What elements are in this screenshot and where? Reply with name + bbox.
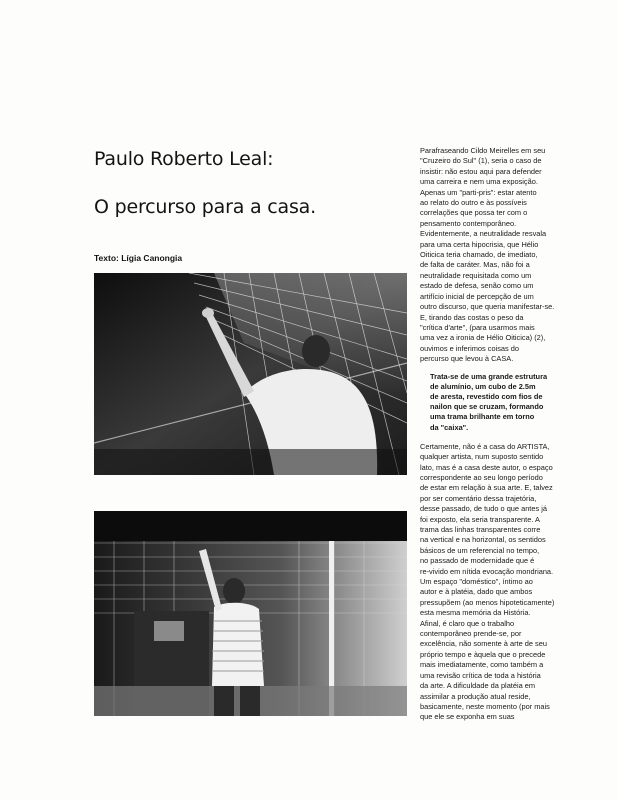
body-paragraph-intro [420, 146, 582, 365]
text-line: que ele se exponha em suas [420, 712, 515, 722]
text-line: básicos de um referencial no tempo, [420, 545, 540, 555]
text-line: no passado de modernidade que é [420, 556, 535, 566]
text-line: na vertical e na horizontal, os sentidos [420, 535, 546, 545]
text-line: desse passado, de tudo o que antes já [420, 504, 547, 514]
text-line: pensamento contemporâneo. [420, 218, 517, 228]
text-line: Evidentemente, a neutralidade resvala [420, 229, 547, 239]
photo-artist-reaching-grid [94, 273, 407, 475]
article-author-heading: Paulo Roberto Leal: [94, 148, 274, 170]
text-line: uma carreira e nem uma exposição. [420, 177, 538, 187]
text-line: ouvimos e inferimos coisas do [420, 343, 519, 353]
text-line: Oiticica teria chamado, de imediato, [420, 250, 538, 260]
text-line: Afinal, é claro que o trabalho [420, 618, 515, 628]
text-line: autor e à platéia, dado que ambos [420, 587, 533, 597]
text-line: Certamente, não é a casa do ARTISTA, [420, 441, 550, 451]
text-line: esta mesma memória da História. [420, 608, 531, 618]
body-paragraph-main [420, 442, 582, 723]
text-line: correspondente ao seu longo período [420, 472, 543, 482]
text-line: contemporâneo prende-se, por [420, 629, 522, 639]
photograph-icon [94, 273, 407, 475]
text-line: assimilar a produção atual reside, [420, 691, 531, 701]
text-line: basicamente, neste momento (por mais [420, 701, 550, 711]
text-line: E, tirando das costas o peso da [420, 312, 524, 322]
text-line: da "caixa". [430, 422, 469, 432]
text-line: insistir: não estou aqui para defender [420, 166, 542, 176]
text-line: percurso que levou à CASA. [420, 354, 514, 364]
text-line: neutralidade requisitada como um [420, 270, 532, 280]
text-line: de alumínio, um cubo de 2.5m [430, 381, 536, 391]
text-line: outro discurso, que queria manifestar-se. [420, 302, 555, 312]
text-line: por ser comentário dessa trajetória, [420, 493, 537, 503]
photograph-icon [94, 511, 407, 716]
text-line: lato, mas é a casa deste autor, o espaço [420, 462, 553, 472]
text-line: "crítica d'arte", (para usarmos mais [420, 322, 535, 332]
pull-quote [430, 372, 582, 433]
text-line: Trata-se de uma grande estrutura [430, 371, 548, 381]
text-line: nailon que se cruzam, formando [430, 402, 544, 412]
text-line: Parafraseando Cildo Meirelles em seu [420, 146, 546, 155]
text-line: correlações que possa ter com o [420, 208, 528, 218]
text-line: de falta de caráter. Mas, não foi a [420, 260, 530, 270]
text-line: de estar em relação à sua arte. E, talvez [420, 483, 553, 493]
text-line: pressupõem (ao menos hipoteticamente) [420, 597, 555, 607]
text-line: foi exposto, ela seria transparente. A [420, 514, 540, 524]
text-line: qualquer artista, num suposto sentido [420, 452, 544, 462]
text-line: uma trama brilhante em torno [430, 412, 535, 422]
text-line: artifício inicial de percepção de um [420, 291, 534, 301]
text-line: re-vivido em nítida evocação mondriana. [420, 566, 554, 576]
text-line: estado de defesa, senão como um [420, 281, 534, 291]
text-line: Um espaço "doméstico", íntimo ao [420, 577, 533, 587]
text-line: mais imediatamente, como também a [420, 660, 544, 670]
text-line: próprio tempo e àquela que o precede [420, 649, 546, 659]
text-line: uma revisão crítica de toda a história [420, 670, 541, 680]
article-credit: Texto: Lígia Canongia [94, 253, 183, 263]
text-line: uma vez a ironia de Hélio Oiticica) (2), [420, 333, 546, 343]
photo-artist-inside-cube [94, 511, 407, 716]
text-line: trama das linhas transparentes corre [420, 525, 541, 534]
article-body-column [420, 146, 582, 723]
text-line: ao relato do outro e às possíveis [420, 198, 527, 208]
text-line: Apenas um "parti-pris": estar atento [420, 187, 537, 197]
text-line: "Cruzeiro do Sul" (1), seria o caso de [420, 156, 542, 166]
article-title: O percurso para a casa. [94, 196, 316, 218]
text-line: de aresta, revestido com fios de [430, 391, 543, 401]
text-line: para uma certa hipocrisia, que Hélio [420, 239, 539, 249]
text-line: excelência, não somente à arte de seu [420, 639, 547, 649]
text-line: da arte. A dificuldade da platéia em [420, 681, 536, 691]
